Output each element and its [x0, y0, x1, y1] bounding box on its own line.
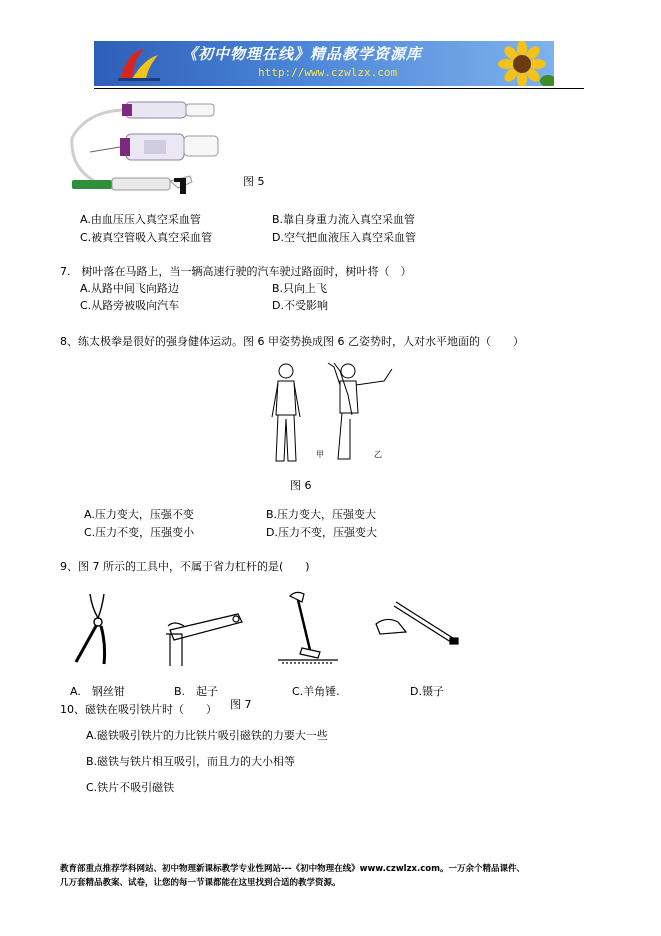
- figure-7-caption: 图 7: [230, 698, 252, 711]
- claw-hammer-icon: [272, 586, 342, 666]
- q9-stem: 9、图 7 所示的工具中，不属于省力杠杆的是( ): [60, 560, 310, 573]
- q8-stem: 8、练太极拳是很好的强身健体运动。图 6 甲姿势换成图 6 乙姿势时，人对水平地面的（ ）: [60, 335, 524, 348]
- q10-option-c: C.铁片不吸引磁铁: [86, 781, 175, 794]
- q8-option-c: C.压力不变，压强变小: [84, 526, 195, 539]
- logo-icon: [114, 45, 164, 83]
- footer-line-2: 几万套精品教案、试卷，让您的每一节课都能在这里找到合适的教学资源。: [60, 878, 341, 888]
- footer-line-1: 教育部重点推荐学科网站、初中物理新课标教学专业性网站---《初中物理在线》www.czwlzx.com。一万余个精品课件、: [60, 864, 525, 874]
- tool-label-b: B. 起子: [174, 685, 219, 698]
- banner-title: 《初中物理在线》精品教学资源库: [182, 45, 423, 63]
- q6-option-a: A.由血压压入真空采血管: [80, 213, 201, 226]
- header-banner: [94, 41, 554, 86]
- q7-option-d: D.不受影响: [272, 299, 328, 312]
- tai-chi-figures-image: [264, 359, 402, 469]
- blood-collection-tubes-image: [66, 98, 226, 196]
- q6-option-b: B.靠自身重力流入真空采血管: [272, 213, 416, 226]
- q7-option-c: C.从路旁被吸向汽车: [80, 299, 180, 312]
- q6-option-d: D.空气把血液压入真空采血管: [272, 231, 416, 244]
- pliers-icon: [70, 590, 132, 668]
- q7-option-a: A.从路中间飞向路边: [80, 282, 179, 295]
- figure-6-caption: 图 6: [290, 479, 312, 492]
- label-jia: 甲: [316, 450, 324, 459]
- tweezers-icon: [370, 592, 460, 652]
- figure-5-caption: 图 5: [243, 175, 265, 188]
- tool-label-d: D.镊子: [410, 685, 444, 698]
- q8-option-a: A.压力变大，压强不变: [84, 508, 194, 521]
- header-divider: [94, 88, 584, 89]
- q10-option-b: B.磁铁与铁片相互吸引，而且力的大小相等: [86, 755, 296, 768]
- q7-option-b: B.只向上飞: [272, 282, 328, 295]
- q10-stem: 10、磁铁在吸引铁片时（ ）: [60, 703, 217, 716]
- bottle-opener-icon: [162, 608, 248, 668]
- label-yi: 乙: [374, 450, 382, 459]
- sunflower-icon: [490, 41, 554, 86]
- tool-label-a: A. 钢丝钳: [70, 685, 125, 698]
- banner-url: http://www.czwlzx.com: [258, 66, 398, 79]
- q8-option-d: D.压力不变，压强变大: [266, 526, 377, 539]
- q8-option-b: B.压力变大，压强变大: [266, 508, 377, 521]
- tool-label-c: C.羊角锤.: [292, 685, 340, 698]
- q10-option-a: A.磁铁吸引铁片的力比铁片吸引磁铁的力要大一些: [86, 729, 328, 742]
- q6-option-c: C.被真空管吸入真空采血管: [80, 231, 213, 244]
- q7-stem: 7. 树叶落在马路上，当一辆高速行驶的汽车驶过路面时，树叶将（ ）: [60, 265, 412, 278]
